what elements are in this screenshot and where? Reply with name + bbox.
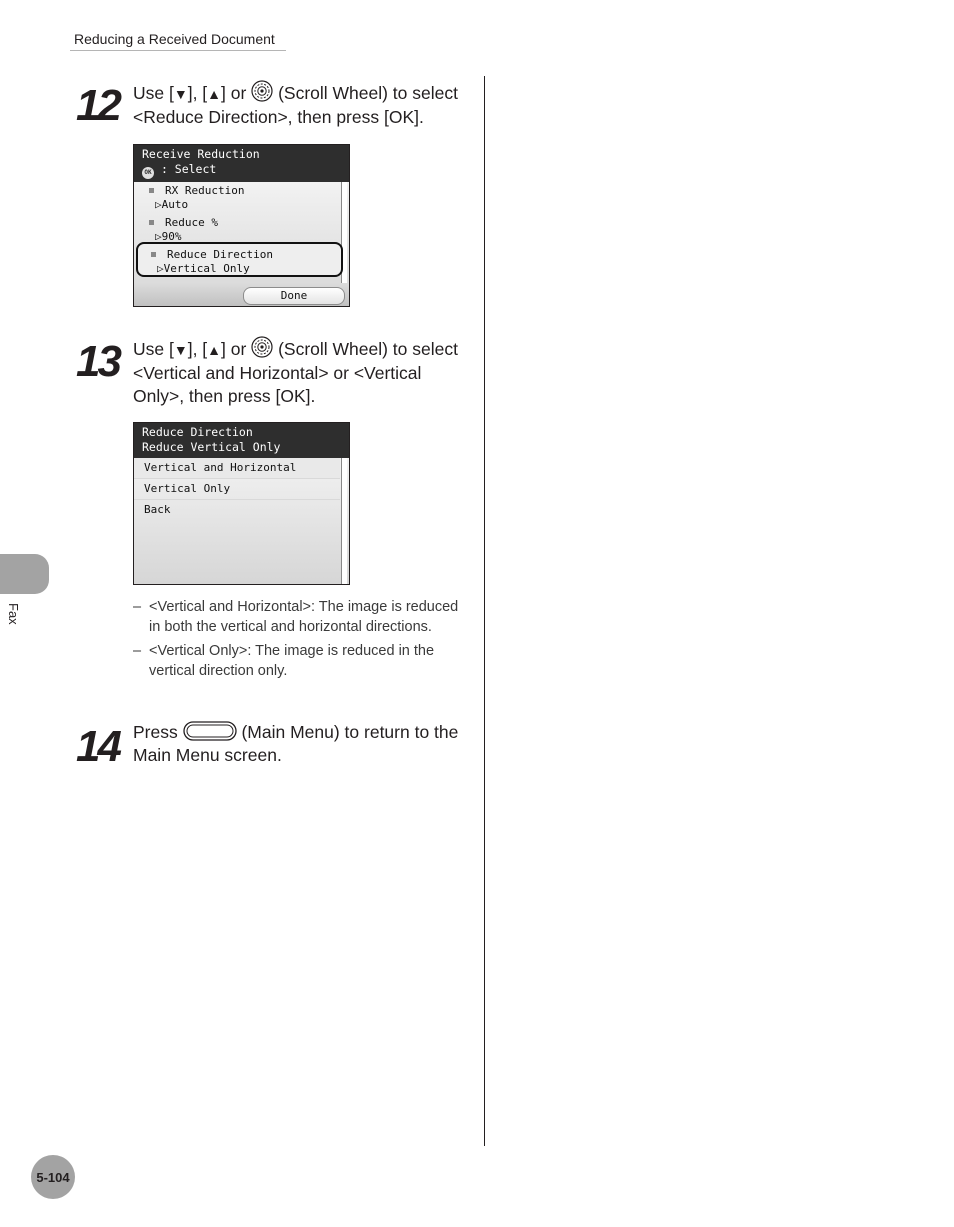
down-arrow-key-icon: ▼ [173,86,188,102]
note-vertical-only: – <Vertical Only>: The image is reduced in the vertical direction only. [133,643,435,679]
page-number: 5-104 [36,1170,70,1185]
lcd-menu [134,182,349,307]
lcd-title: Receive Reduction [142,147,260,161]
lcd-header [134,145,349,182]
notes-list [133,597,463,685]
lcd-screen-reduce-direction [133,422,350,585]
bullet-icon [149,220,154,225]
option-vertical-and-horizontal[interactable]: Vertical and Horizontal [134,458,340,479]
lcd-title: Reduce Direction [142,425,253,439]
lcd-footer [134,283,349,307]
scroll-wheel-icon [251,80,273,102]
lcd-scrollbar[interactable] [341,458,347,584]
option-vertical-only[interactable]: Vertical Only [134,479,340,500]
step-14-text: Press (Main Menu) to return to the Main Menu screen. [133,722,459,765]
menu-item-reduce-percent[interactable]: Reduce % ▷90% [134,214,339,240]
chapter-side-tab [0,554,49,594]
note-vertical-and-horizontal: – <Vertical and Horizontal>: The image is reduced in both the vertical and horizontal directions. [133,599,459,635]
down-arrow-key-icon: ▼ [173,342,188,358]
ok-key-icon: OK [142,167,154,179]
header-rule [70,50,286,51]
lcd-header [134,423,349,458]
scroll-wheel-icon [251,336,273,358]
lcd-screen-receive-reduction [133,144,350,307]
main-menu-key-icon [183,721,237,741]
step-number-12: 12 [76,81,119,130]
up-arrow-key-icon: ▲ [207,342,222,358]
menu-item-rx-reduction[interactable]: RX Reduction ▷Auto [134,182,339,214]
menu-item-reduce-direction[interactable]: Reduce Direction ▷Vertical Only [136,242,343,277]
up-arrow-key-icon: ▲ [207,86,222,102]
bullet-icon [149,188,154,193]
column-divider [484,76,485,1146]
step-12-text: Use [▼], [▲] or (Scroll Wheel) to select <Reduce Direction>, then press [OK]. [133,80,473,129]
lcd-subtitle: Reduce Vertical Only [142,440,281,454]
option-back[interactable]: Back [144,503,171,516]
bullet-icon [151,252,156,257]
lcd-subtitle: : Select [160,162,217,176]
chapter-side-label: Fax [6,603,21,625]
step-13-text: Use [▼], [▲] or (Scroll Wheel) to select <Vertical and Horizontal> or <Vertical Only>, then press [OK]. [133,336,473,408]
done-button[interactable]: Done [243,287,345,305]
lcd-option-list [134,458,349,584]
header-title: Reducing a Received Document [74,31,275,47]
step-number-14: 14 [76,722,119,771]
step-number-13: 13 [76,337,119,386]
